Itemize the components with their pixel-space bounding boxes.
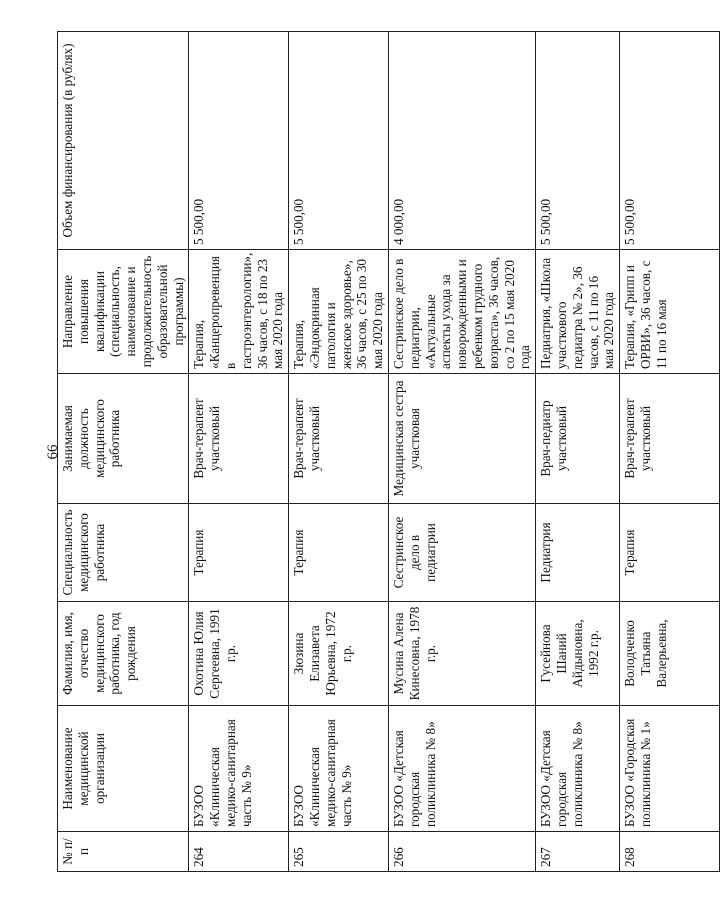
row-name: Гусейнова Шаний Айдыновна, 1992 г.р. — [536, 602, 620, 706]
row-num: 266 — [388, 832, 535, 872]
table-row — [620, 32, 720, 872]
row-amount: 5 500,00 — [620, 32, 720, 250]
row-name: Мусина Алена Кинесовна, 1978 г.р. — [388, 602, 535, 706]
row-amount: 5 500,00 — [289, 32, 389, 250]
row-org: БУЗОО «Городская поликлиника № 1» — [620, 706, 720, 832]
row-name: Володченко Татьяна Валерьевна, — [620, 602, 720, 706]
row-amount: 5 500,00 — [536, 32, 620, 250]
row-spec: Терапия — [620, 504, 720, 602]
header-row — [58, 32, 189, 872]
header-name: Фамилия, имя, отчество медицинского работника, год рождения — [58, 602, 189, 706]
row-position: Врач-терапевт участковый — [620, 374, 720, 504]
row-num: 265 — [289, 832, 389, 872]
row-amount: 4 000,00 — [388, 32, 535, 250]
table-row — [189, 32, 289, 872]
row-direction: Сестринское дело в педиатрии, «Актуальные аспекты ухода за новорожденными и ребенком грудного возраста», 36 часов, со 2 по 15 мая 2020 года — [388, 250, 535, 374]
row-spec: Сестринское дело в педиатрии — [388, 504, 535, 602]
table-row — [536, 32, 620, 872]
row-amount: 5 500,00 — [189, 32, 289, 250]
row-org: БУЗОО «Клиническая медико-санитарная часть № 9» — [189, 706, 289, 832]
header-org: Наименование медицинской организации — [58, 706, 189, 832]
table-row — [289, 32, 389, 872]
row-position: Врач-терапевт участковый — [189, 374, 289, 504]
row-spec: Терапия — [189, 504, 289, 602]
row-org: БУЗОО «Детская городская поликлиника № 8» — [536, 706, 620, 832]
row-spec: Терапия — [289, 504, 389, 602]
training-table — [57, 31, 720, 872]
rotated-table-page — [57, 32, 669, 872]
row-name: Зюзина Елизавета Юрьевна, 1972 г.р. — [289, 602, 389, 706]
header-num: № п/п — [58, 832, 189, 872]
table-row — [388, 32, 535, 872]
row-spec: Педиатрия — [536, 504, 620, 602]
row-org: БУЗОО «Клиническая медико-санитарная часть № 9» — [289, 706, 389, 832]
row-direction: Педиатрия, «Школа участкового педиатра № 2», 36 часов, с 11 по 16 мая 2020 года — [536, 250, 620, 374]
row-num: 264 — [189, 832, 289, 872]
row-num: 268 — [620, 832, 720, 872]
header-position: Занимаемая должность медицинского работника — [58, 374, 189, 504]
row-direction: Терапия, «Грипп и ОРВИ», 36 часов, с 11 по 16 мая — [620, 250, 720, 374]
header-spec: Специальность медицинского работника — [58, 504, 189, 602]
row-position: Медицинская сестра участковая — [388, 374, 535, 504]
row-num: 267 — [536, 832, 620, 872]
row-name: Охотина Юлия Сергеевна, 1991 г.р. — [189, 602, 289, 706]
page-number: 66 — [45, 444, 61, 460]
row-direction: Терапия, «Эндокринная патология и женское здоровье», 36 часов, с 25 по 30 мая 2020 года — [289, 250, 389, 374]
header-amount: Объем финансирования (в рублях) — [58, 32, 189, 250]
row-position: Врач-терапевт участковый — [289, 374, 389, 504]
header-direction: Направление повышения квалификации (специальность, наименование и продолжительность образовательной программы) — [58, 250, 189, 374]
row-direction: Терапия, «Канцеропревенция в гастроэнтерологии», 36 часов, с 18 по 23 мая 2020 года — [189, 250, 289, 374]
row-org: БУЗОО «Детская городская поликлиника № 8» — [388, 706, 535, 832]
row-position: Врач-педиатр участковый — [536, 374, 620, 504]
